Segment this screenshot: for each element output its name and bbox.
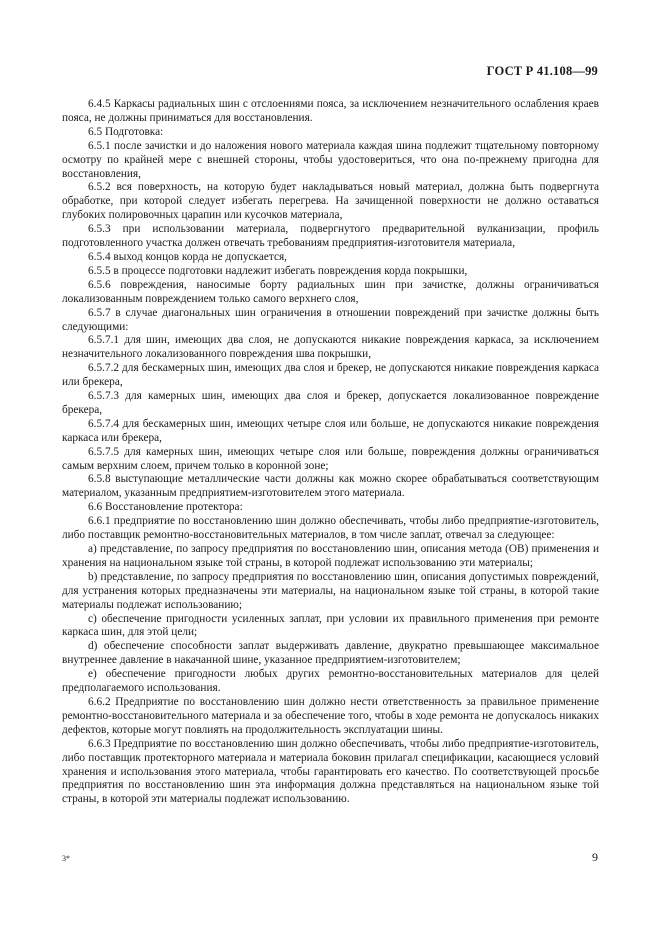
list-item-c: c) обеспечение пригодности усиленных заплат, при условии их правильного применения при ремонте каркаса шин, для этой цели; bbox=[62, 612, 599, 639]
paragraph-6-5-7-3: 6.5.7.3 для камерных шин, имеющих два слоя и брекер, допускается локализованное повреждение брекера, bbox=[62, 390, 599, 416]
paragraph-6-5-1: 6.5.1 после зачистки и до наложения нового материала каждая шина подлежит тщательному повторному осмотру по крайней мере с внешней стороны, чтобы удостовериться, что она по-прежнему пригодна для восстановления, bbox=[62, 139, 599, 180]
paragraph-6-5-4: 6.5.4 выход концов корда не допускается, bbox=[88, 250, 288, 263]
paragraph-6-5-7-1: 6.5.7.1 для шин, имеющих два слоя, не допускаются никакие повреждения каркаса, за исключением незначительного локализованного повреждения шва покрышки, bbox=[62, 334, 599, 361]
page-number: 9 bbox=[592, 850, 598, 864]
paragraph-6-5-6: 6.5.6 повреждения, наносимые борту радиальных шин при зачистке, должны ограничиваться локализованным повреждением только самого верхнего слоя, bbox=[62, 278, 599, 305]
paragraph-6-5: 6.5 Подготовка: bbox=[88, 125, 164, 138]
paragraph-6-6-3: 6.6.3 Предприятие по восстановлению шин должно обеспечивать, чтобы либо предприятие-изготовитель, либо поставщик протекторного материала и материала боковин прилагал спецификации, касающиеся условий хранения и использования этого материала, чтобы гарантировать его качество. По соответствующей просьбе предприятия по восстановлению шин эта информация должна представляться на национальном языке той страны, в которой эти материалы подлежат использованию. bbox=[62, 737, 599, 806]
paragraph-6-4-5: 6.4.5 Каркасы радиальных шин с отслоениями пояса, за исключением незначительного ослабления краев пояса, не должны приниматься для восстановления. bbox=[62, 98, 599, 124]
list-item-b: b) представление, по запросу предприятия по восстановлению шин, описания допустимых повреждений, для устранения которых предназначены эти материалы, на национальном языке той страны, в которой такие материалы подлежат использованию; bbox=[62, 570, 599, 611]
paragraph-6-5-8: 6.5.8 выступающие металлические части должны как можно скорее обрабатываться соответствующим материалом, указанным предприятием-изготовителем этого материала. bbox=[62, 473, 599, 500]
paragraph-6-6-1: 6.6.1 предприятие по восстановлению шин должно обеспечивать, чтобы либо предприятие-изготовитель, либо поставщик ремонтно-восстановительных материалов, в том числе заплат, отвечал за следующее: bbox=[62, 515, 599, 542]
list-item-a: a) представление, по запросу предприятия по восстановлению шин, описания метода (ОВ) применения и хранения на национальном языке той страны, в которой подлежат использованию эти материалы; bbox=[62, 543, 599, 569]
document-code-header: ГОСТ Р 41.108—99 bbox=[486, 64, 598, 78]
paragraph-6-5-5: 6.5.5 в процессе подготовки надлежит избегать повреждения корда покрышки, bbox=[88, 264, 468, 277]
paragraph-6-5-2: 6.5.2 вся поверхность, на которую будет накладываться новый материал, должна быть подвергнута обработке, при которой следует избегать перегрева. На зачищенной поверхности не должно оставаться глубоких полировочных царапин или кусочков материала, bbox=[62, 181, 599, 222]
paragraph-6-5-7-4: 6.5.7.4 для бескамерных шин, имеющих четыре слоя или больше, не допускаются никакие повреждения каркаса или брекера, bbox=[62, 417, 599, 444]
paragraph-6-6: 6.6 Восстановление протектора: bbox=[88, 501, 243, 514]
paragraph-6-5-7-2: 6.5.7.2 для бескамерных шин, имеющих два слоя и брекер, не допускаются никакие повреждения каркаса или брекера, bbox=[62, 362, 599, 389]
paragraph-6-5-7: 6.5.7 в случае диагональных шин ограничения в отношении повреждений при зачистке должны быть следующими: bbox=[62, 306, 599, 333]
paragraph-6-5-3: 6.5.3 при использовании материала, подвергнутого предварительной вулканизации, профиль подготовленного участка должен отвечать требованиям предприятия-изготовителя материала, bbox=[62, 223, 599, 250]
paragraph-6-6-2: 6.6.2 Предприятие по восстановлению шин должно нести ответственность за правильное применение ремонтно-восстановительного материала и за обеспечение того, чтобы в ходе ремонта не допускалось никаких дефектов, которые могут повлиять на продолжительность эксплуатации шины. bbox=[62, 695, 599, 736]
footer-signature-mark: 3* bbox=[62, 854, 70, 863]
document-body bbox=[62, 98, 599, 807]
paragraph-6-5-7-5: 6.5.7.5 для камерных шин, имеющих четыре слоя или больше, повреждения должны ограничиваться самым верхним слоем, причем только в коронной зоне; bbox=[62, 445, 599, 472]
list-item-d: d) обеспечение способности заплат выдерживать давление, двукратно превышающее максимальное внутреннее давление в накачанной шине, указанное предприятием-изготовителем; bbox=[62, 640, 599, 667]
list-item-e: e) обеспечение пригодности любых других ремонтно-восстановительных материалов для целей предполагаемого использования. bbox=[62, 668, 599, 695]
